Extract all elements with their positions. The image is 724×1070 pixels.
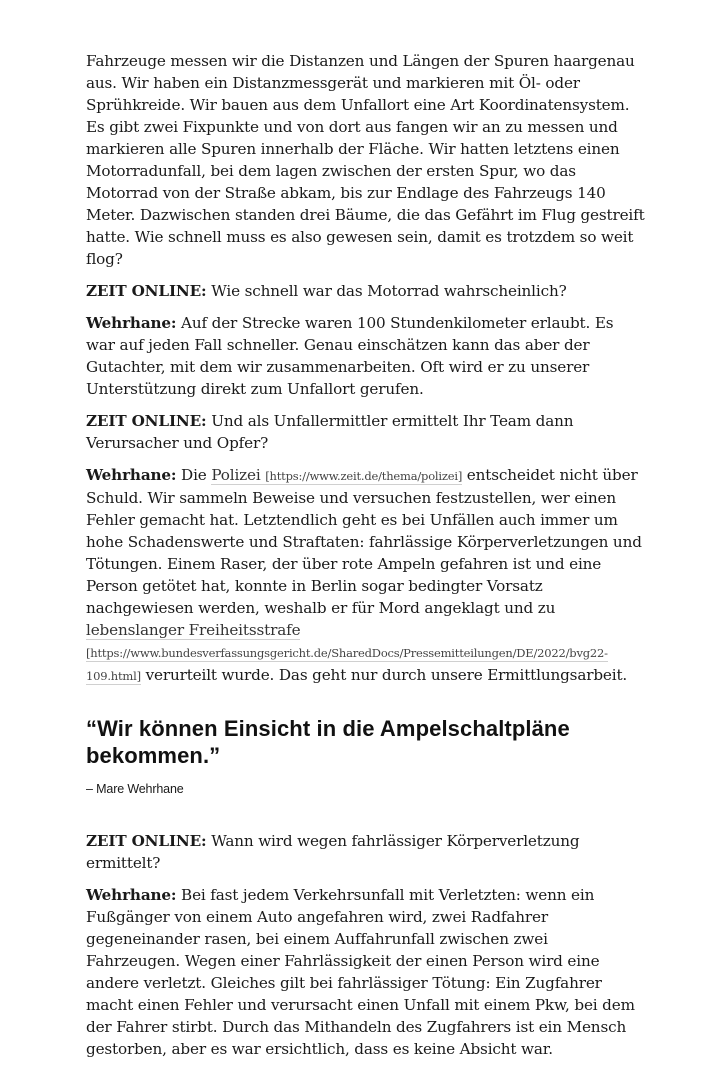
article-paragraph (86, 50, 646, 270)
interview-answer (86, 884, 646, 1060)
paragraph-text: Fahrzeuge messen wir die Distanzen und Längen der Spuren haargenau aus. Wir haben ein Distanzmessgerät und markieren mit Öl- oder Sprühkreide. Wir bauen aus dem Unfallort eine Art Koordinatensystem. Es gibt zwei Fixpunkte und von dort aus fangen wir an zu messen und markieren alle Spuren innerhalb der Fläche. Wir hatten letztens einen Motorradunfall, bei dem lagen zwischen der ersten Spur, wo das Motorrad von der Straße abkam, bis zur Endlage des Fahrzeugs 140 Meter. Dazwischen standen drei Bäume, die das Gefährt im Flug gestreift hatte. Wie schnell muss es also gewesen sein, damit es trotzdem so weit flog? (86, 52, 645, 268)
speaker-label: Wehrhane: (86, 466, 177, 484)
interview-answer (86, 312, 646, 400)
pull-quote-author: – Mare Wehrhane (86, 782, 184, 796)
answer-text: verurteilt wurde. Das geht nur durch unsere Ermittlungsarbeit. (140, 666, 628, 684)
speaker-label: ZEIT ONLINE: (86, 412, 207, 430)
pull-quote (86, 715, 646, 797)
speaker-label: Wehrhane: (86, 886, 177, 904)
question-text: Wie schnell war das Motorrad wahrscheinlich? (206, 282, 567, 300)
interview-answer (86, 464, 646, 687)
link-url: [https://www.zeit.de/thema/polizei] (265, 469, 463, 483)
article-body (86, 50, 646, 1070)
speaker-label: Wehrhane: (86, 314, 177, 332)
speaker-label: ZEIT ONLINE: (86, 832, 207, 850)
interview-question (86, 830, 646, 874)
link-polizei[interactable] (211, 466, 462, 485)
question-text: Und als Unfallermittler ermittelt Ihr Team dann Verursacher und Opfer? (86, 412, 574, 452)
pull-quote-text: “Wir können Einsicht in die Ampelschaltpläne bekommen.” (86, 716, 570, 768)
question-text: Wann wird wegen fahrlässiger Körperverletzung ermittelt? (86, 832, 580, 872)
interview-question (86, 280, 646, 302)
link-label: Polizei (211, 466, 261, 484)
answer-text: entscheidet nicht über Schuld. Wir sammeln Beweise und versuchen festzustellen, wer einen Fehler gemacht hat. Letztendlich geht es bei Unfällen auch immer um hohe Schadenswerte und Straftaten: fahrlässige Körperverletzungen und Tötungen. Einem Raser, der über rote Ampeln gefahren ist und eine Person getötet hat, konnte in Berlin sogar bedingter Vorsatz nachgewiesen werden, weshalb er für Mord angeklagt und zu (86, 466, 642, 617)
answer-text: Die (176, 466, 212, 484)
interview-question (86, 410, 646, 454)
speaker-label: ZEIT ONLINE: (86, 282, 207, 300)
link-label: lebenslanger Freiheitsstrafe (86, 621, 301, 639)
answer-text: Bei fast jedem Verkehrsunfall mit Verletzten: wenn ein Fußgänger von einem Auto angefahren wird, zwei Radfahrer gegeneinander rasen, bei einem Auffahrunfall zwischen zwei Fahrzeugen. Wegen einer Fahrlässigkeit der einen Person wird eine andere verletzt. Gleiches gilt bei fahrlässiger Tötung: Ein Zugfahrer macht einen Fehler und verursacht einen Unfall mit einem Pkw, bei dem der Fahrer stirbt. Durch das Mithandeln des Zugfahrers ist ein Mensch gestorben, aber es war ersichtlich, dass es keine Absicht war. (86, 886, 635, 1058)
answer-text: Auf der Strecke waren 100 Stundenkilometer erlaubt. Es war auf jeden Fall schneller. Genau einschätzen kann das aber der Gutachter, mit dem wir zusammenarbeiten. Oft wird er zu unserer Unterstützung direkt zum Unfallort gerufen. (86, 314, 614, 398)
link-url: [https://www.bundesverfassungsgericht.de/SharedDocs/Pressemitteilungen/DE/2022/bvg22-109.html] (86, 646, 608, 683)
